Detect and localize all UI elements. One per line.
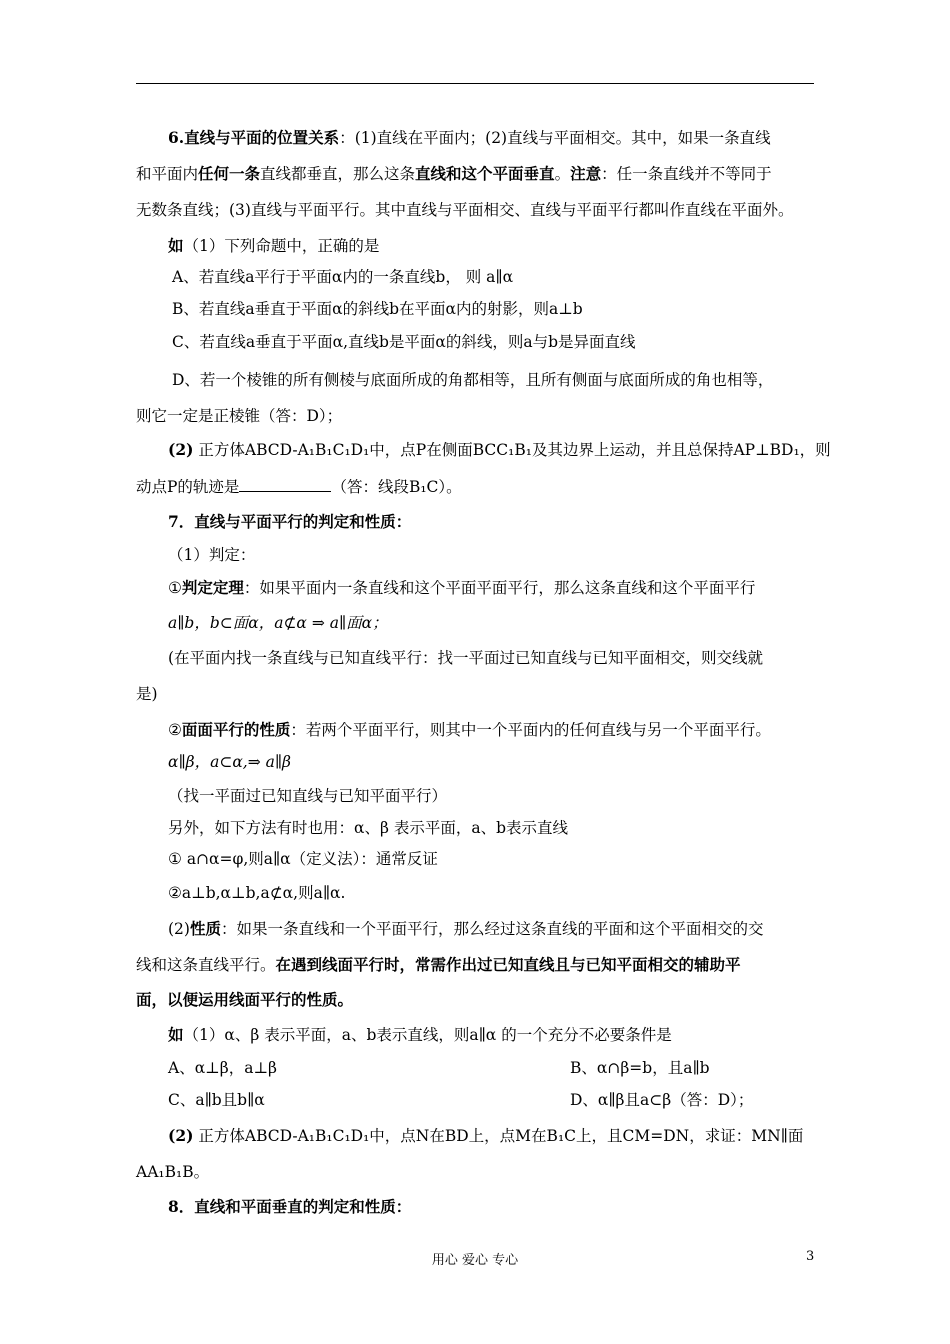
sec7-hint1-line2: 是) [136,685,158,703]
sec7-method2: ②a⊥b,α⊥b,a⊄α,则a∥α. [168,884,346,902]
sec6-example1: 如（1）下列命题中，正确的是 [168,236,380,255]
sec7-question1-row1 [168,1058,858,1078]
sec7-property-line1: (2)性质：如果一条直线和一个平面平行，那么经过这条直线的平面和这个平面相交的交 [168,919,764,938]
sec7-question2-line1: (2) 正方体ABCD-A₁B₁C₁D₁中，点N在BD上，点M在B₁C上，且CM=DN，求证：MN∥面 [168,1126,804,1145]
sec7-plane-property-formula: α∥β，a⊂α,⇒ a∥β [168,753,291,771]
choice-d: D、α∥β且a⊂β（答：D）； [570,1091,754,1109]
sec7-theorem: ①判定定理：如果平面内一条直线和这个平面平面平行，那么这条直线和这个平面平行 [168,578,756,597]
header-rule [136,83,814,84]
sec7-judge: （1）判定： [168,546,256,564]
choice-b: B、α∩β=b，且a∥b [570,1059,710,1077]
footer-motto: 用心 爱心 专心 [431,1253,519,1268]
choice-a: A、α⊥β，a⊥β [168,1059,277,1077]
sec7-theorem-formula: a∥b，b⊂面α，a⊄α ⇒ a∥面α； [168,614,388,632]
sec7-property-line3: 面，以便运用线面平行的性质。 [136,990,354,1009]
sec6-line3: 无数条直线；(3)直线与平面平行。其中直线与平面相交、直线与平面平行都叫作直线在平面外。 [136,201,794,219]
sec7-plane-property: ②面面平行的性质：若两个平面平行，则其中一个平面内的任何直线与另一个平面平行。 [168,720,771,739]
sec7-question1: 如（1）α、β 表示平面，a、b表示直线，则a∥α 的一个充分不必要条件是 [168,1025,672,1044]
sec7-property-line2: 线和这条直线平行。在遇到线面平行时，常需作出过已知直线且与已知平面相交的辅助平 [136,955,741,974]
sec7-question1-row2 [168,1090,858,1110]
sec7-hint1-line1: (在平面内找一条直线与已知直线平行：找一平面过已知直线与已知平面相交，则交线就 [168,649,764,667]
sec7-title: 7．直线与平面平行的判定和性质： [168,512,412,531]
answer-blank [239,477,331,492]
sec6-example2-line1: (2) 正方体ABCD-A₁B₁C₁D₁中，点P在侧面BCC₁B₁及其边界上运动，并且总保持AP⊥BD₁，则 [168,440,831,459]
option-d-line1: D、若一个棱锥的所有侧棱与底面所成的角都相等，且所有侧面与底面所成的角也相等， [172,371,774,389]
choice-c: C、a∥b且b∥α [168,1091,265,1109]
sec7-question2-line2: AA₁B₁B。 [136,1163,210,1181]
option-b: B、若直线a垂直于平面α的斜线b在平面α内的射影，则a⊥b [172,300,583,318]
sec7-hint2: （找一平面过已知直线与已知平面平行） [168,787,448,805]
option-d-line2: 则它一定是正棱锥（答：D）； [136,407,343,425]
option-a: A、若直线a平行于平面α内的一条直线b， 则 a∥α [172,268,514,286]
sec7-method1: ① a∩α=φ,则a∥α（定义法）：通常反证 [168,850,438,868]
sec6-title: 6.直线与平面的位置关系 [168,128,340,147]
sec6-line2: 和平面内任何一条直线都垂直，那么这条直线和这个平面垂直。注意：任一条直线并不等同于 [136,164,772,183]
option-c: C、若直线a垂直于平面α,直线b是平面α的斜线，则a与b是异面直线 [172,333,636,351]
sec8-title: 8．直线和平面垂直的判定和性质： [168,1197,412,1216]
page-number: 3 [806,1249,815,1264]
sec7-other-methods: 另外，如下方法有时也用：α、β 表示平面，a、b表示直线 [168,819,569,837]
sec6-example2-line2: 动点P的轨迹是 （答：线段B₁C）。 [136,478,462,496]
sec6-line1: 6.直线与平面的位置关系：(1)直线在平面内；(2)直线与平面相交。其中，如果一条直线 [168,128,771,147]
